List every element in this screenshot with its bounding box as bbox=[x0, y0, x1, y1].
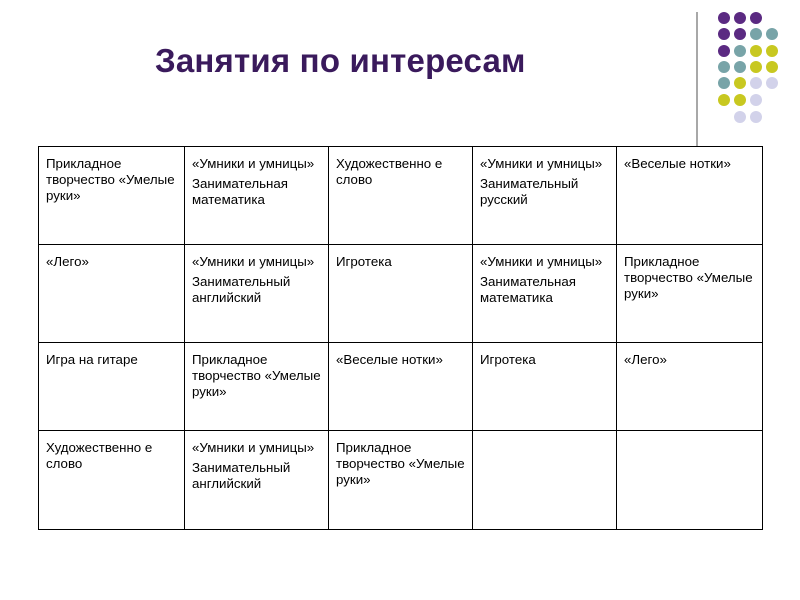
table-cell bbox=[473, 431, 617, 530]
table-cell bbox=[39, 147, 185, 245]
table-cell bbox=[185, 343, 329, 431]
cell-text: Игротека bbox=[336, 254, 392, 269]
decorative-dot bbox=[750, 77, 762, 89]
table-row bbox=[39, 343, 763, 431]
table-cell bbox=[39, 431, 185, 530]
table-cell bbox=[473, 343, 617, 431]
cell-text: «Веселые нотки» bbox=[336, 352, 443, 367]
table-cell bbox=[473, 147, 617, 245]
decorative-dot bbox=[750, 45, 762, 57]
table-cell bbox=[329, 343, 473, 431]
decorative-dot bbox=[750, 61, 762, 73]
decorative-dot bbox=[734, 77, 746, 89]
table-row bbox=[39, 245, 763, 343]
cell-text: Прикладное творчество «Умелые руки» bbox=[336, 440, 465, 487]
cell-text: Игра на гитаре bbox=[46, 352, 138, 367]
decorative-dot bbox=[734, 12, 746, 24]
cell-text: «Умники и умницы» bbox=[480, 156, 603, 171]
decorative-dot bbox=[766, 45, 778, 57]
decorative-dot bbox=[734, 61, 746, 73]
cell-text: Занимательный русский bbox=[480, 176, 579, 207]
table-row bbox=[39, 147, 763, 245]
decorative-dot bbox=[750, 12, 762, 24]
decorative-dot bbox=[734, 94, 746, 106]
cell-text: «Лего» bbox=[624, 352, 667, 367]
decorative-dot bbox=[718, 45, 730, 57]
decorative-dot bbox=[750, 28, 762, 40]
cell-text: «Умники и умницы» bbox=[192, 440, 315, 455]
decorative-dot bbox=[766, 61, 778, 73]
decorative-dot bbox=[718, 61, 730, 73]
decorative-dot bbox=[750, 111, 762, 123]
cell-text: Прикладное творчество «Умелые руки» bbox=[46, 156, 175, 203]
decorative-dot bbox=[734, 111, 746, 123]
table-cell bbox=[329, 147, 473, 245]
decorative-vertical-divider bbox=[696, 12, 698, 146]
decorative-dot bbox=[766, 28, 778, 40]
cell-text: Игротека bbox=[480, 352, 536, 367]
table-cell bbox=[39, 245, 185, 343]
cell-text: Занимательная математика bbox=[192, 176, 288, 207]
table-cell bbox=[39, 343, 185, 431]
table-cell bbox=[329, 431, 473, 530]
cell-text: «Умники и умницы» bbox=[192, 156, 315, 171]
decorative-dot bbox=[734, 28, 746, 40]
cell-text: Прикладное творчество «Умелые руки» bbox=[624, 254, 753, 301]
cell-text: Прикладное творчество «Умелые руки» bbox=[192, 352, 321, 399]
cell-text: «Умники и умницы» bbox=[192, 254, 315, 269]
table-cell bbox=[329, 245, 473, 343]
decorative-dot bbox=[718, 94, 730, 106]
table-cell bbox=[185, 431, 329, 530]
decorative-dot bbox=[718, 77, 730, 89]
cell-text: Художественно е слово bbox=[46, 440, 153, 471]
table-row bbox=[39, 431, 763, 530]
table-cell bbox=[617, 147, 763, 245]
table-cell bbox=[473, 245, 617, 343]
decorative-dot bbox=[766, 77, 778, 89]
table-cell bbox=[617, 245, 763, 343]
table-cell bbox=[185, 147, 329, 245]
cell-text: Занимательный английский bbox=[192, 274, 291, 305]
cell-text: Занимательная математика bbox=[480, 274, 576, 305]
table-cell bbox=[185, 245, 329, 343]
decorative-dot bbox=[750, 94, 762, 106]
table-cell bbox=[617, 431, 763, 530]
cell-text: «Умники и умницы» bbox=[480, 254, 603, 269]
decorative-dot bbox=[718, 28, 730, 40]
page-title: Занятия по интересам bbox=[155, 42, 526, 79]
cell-text: «Веселые нотки» bbox=[624, 156, 731, 171]
decorative-dot bbox=[734, 45, 746, 57]
table-cell bbox=[617, 343, 763, 431]
cell-text: «Лего» bbox=[46, 254, 89, 269]
decorative-dot bbox=[718, 12, 730, 24]
activities-table bbox=[38, 146, 763, 530]
cell-text: Художественно е слово bbox=[336, 156, 443, 187]
cell-text: Занимательный английский bbox=[192, 460, 291, 491]
